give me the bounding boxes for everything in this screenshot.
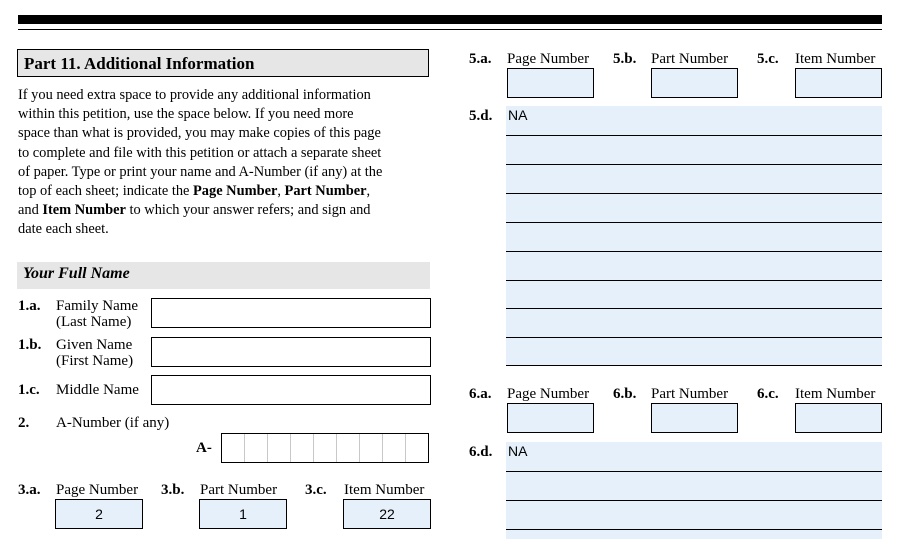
- intro-line: top of each sheet; indicate the Page Number, Part Number,: [18, 183, 371, 200]
- given-name-label: Given Name (First Name): [56, 337, 134, 369]
- a-number-digit-box[interactable]: [383, 434, 406, 462]
- a-number-digit-box[interactable]: [337, 434, 360, 462]
- full-name-header: Your Full Name: [17, 262, 430, 289]
- item-number: 3.a.: [18, 482, 41, 498]
- item-number: 6.d.: [469, 444, 493, 460]
- intro-paragraph: [18, 86, 430, 240]
- a-number-digit-box[interactable]: [268, 434, 291, 462]
- page-number-field[interactable]: 2: [55, 499, 143, 529]
- item-number: 5.b.: [613, 51, 637, 67]
- middle-name-label: Middle Name: [56, 382, 139, 398]
- a-number-digit-box[interactable]: [314, 434, 337, 462]
- textarea-rule: [506, 164, 882, 165]
- textarea-rule: [506, 308, 882, 309]
- item-number-label: Item Number: [795, 51, 876, 67]
- textarea-rule: [506, 337, 882, 338]
- additional-info-textarea[interactable]: [506, 106, 882, 366]
- family-name-field[interactable]: [151, 298, 431, 328]
- textarea-rule: [506, 471, 882, 472]
- intro-line: of paper. Type or print your name and A-Number (if any) at the: [18, 163, 383, 180]
- a-number-digit-box[interactable]: [245, 434, 268, 462]
- part-number-label: Part Number: [200, 482, 278, 498]
- textarea-rule: [506, 529, 882, 530]
- textarea-value: NA: [508, 107, 528, 123]
- part-number-label: Part Number: [651, 51, 729, 67]
- page-number-label: Page Number: [507, 51, 590, 67]
- item-number: 6.c.: [757, 386, 779, 402]
- a-number-label: A-Number (if any): [56, 415, 170, 431]
- item-number-field[interactable]: [795, 403, 882, 433]
- textarea-rule: [506, 135, 882, 136]
- item-number: 6.a.: [469, 386, 492, 402]
- given-name-field[interactable]: [151, 337, 431, 367]
- item-number: 5.a.: [469, 51, 492, 67]
- intro-line: to complete and file with this petition or attach a separate sheet: [18, 144, 382, 161]
- textarea-value: NA: [508, 443, 528, 459]
- item-number: 1.c.: [18, 382, 40, 398]
- item-number-field[interactable]: [795, 68, 882, 98]
- page-number-label: Page Number: [56, 482, 139, 498]
- intro-line: space than what is provided, you may make copies of this page: [18, 125, 381, 142]
- textarea-rule: [506, 280, 882, 281]
- item-number-field[interactable]: 22: [343, 499, 431, 529]
- textarea-rule: [506, 365, 882, 366]
- item-number-label: Item Number: [795, 386, 876, 402]
- textarea-rule: [506, 251, 882, 252]
- page-number-field[interactable]: [507, 403, 594, 433]
- part-title: Part 11. Additional Information: [24, 54, 255, 73]
- textarea-rule: [506, 193, 882, 194]
- item-number: 5.d.: [469, 108, 493, 124]
- a-number-digit-box[interactable]: [222, 434, 245, 462]
- additional-info-textarea[interactable]: [506, 442, 882, 539]
- item-number: 3.b.: [161, 482, 185, 498]
- part-number-field[interactable]: [651, 68, 738, 98]
- a-number-digit-box[interactable]: [291, 434, 314, 462]
- a-number-digit-box[interactable]: [406, 434, 428, 462]
- a-number-prefix: A-: [196, 440, 212, 456]
- item-number: 6.b.: [613, 386, 637, 402]
- item-number: 3.c.: [305, 482, 327, 498]
- middle-name-field[interactable]: [151, 375, 431, 405]
- intro-line: date each sheet.: [18, 221, 109, 238]
- a-number-digit-box[interactable]: [360, 434, 383, 462]
- intro-line: If you need extra space to provide any additional information: [18, 87, 371, 103]
- family-name-label: Family Name (Last Name): [56, 298, 139, 330]
- item-number: 2.: [18, 415, 30, 431]
- top-rule-thick: [18, 15, 882, 24]
- top-rule-thin: [18, 29, 882, 30]
- part-number-label: Part Number: [651, 386, 729, 402]
- part-number-field[interactable]: 1: [199, 499, 287, 529]
- a-number-field[interactable]: [221, 433, 429, 463]
- item-number: 1.a.: [18, 298, 41, 314]
- textarea-rule: [506, 222, 882, 223]
- item-number: 5.c.: [757, 51, 779, 67]
- page-number-label: Page Number: [507, 386, 590, 402]
- page-number-field[interactable]: [507, 68, 594, 98]
- item-number-label: Item Number: [344, 482, 425, 498]
- item-number: 1.b.: [18, 337, 42, 353]
- part-header: [17, 49, 429, 77]
- textarea-rule: [506, 500, 882, 501]
- intro-line: within this petition, use the space below. If you need more: [18, 106, 354, 123]
- intro-line: and Item Number to which your answer refers; and sign and: [18, 202, 371, 219]
- part-number-field[interactable]: [651, 403, 738, 433]
